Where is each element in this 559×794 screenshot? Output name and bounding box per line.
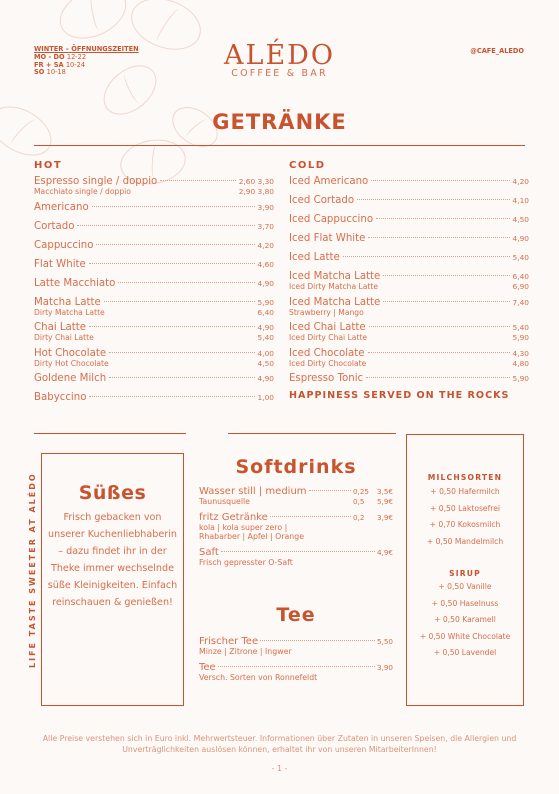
dot-leader <box>77 225 254 226</box>
cold-heading: COLD <box>289 160 326 171</box>
list-item: + 0,70 Kokosmilch <box>429 520 501 529</box>
menu-item <box>289 252 529 264</box>
menu-item <box>34 297 274 318</box>
dot-leader <box>371 180 509 181</box>
menu-item <box>289 195 529 207</box>
logo <box>0 40 559 79</box>
list-item: + 0,50 White Chocolate <box>419 631 511 641</box>
item-name: Iced Americano <box>289 176 369 187</box>
item-price: 4,20 <box>257 240 274 250</box>
dot-leader <box>383 275 509 276</box>
dot-leader <box>109 377 254 378</box>
item-name: Iced Matcha Latte <box>289 271 381 282</box>
item-price: 5,50 <box>376 637 393 646</box>
item-name: Americano <box>34 201 89 213</box>
menu-item <box>289 176 529 188</box>
dot-leader <box>218 666 375 667</box>
item-name: Hot Chocolate <box>34 347 107 359</box>
list-item: + 0,50 Hafermilch <box>430 487 500 496</box>
menu-item <box>289 348 529 369</box>
item-variant: Versch. Sorten von Ronnefeldt <box>199 673 318 682</box>
sweets-description: Frisch gebacken von unserer Kuchenliebhaberin – dazu findet ihr in der Theke immer wechselnde süße Kleinigkeiten. Einfach reinschauen & genießen! <box>47 512 178 608</box>
item-price: 4,9€ <box>376 548 393 557</box>
menu-item <box>34 348 274 369</box>
list-item: + 0,50 Mandelmilch <box>426 536 504 546</box>
item-name: Espresso Tonic <box>289 373 364 385</box>
menu-item <box>34 373 274 385</box>
menu-item <box>34 240 274 252</box>
variant-price: 6,90 <box>512 282 529 291</box>
item-price: 4,60 <box>257 259 274 269</box>
hours-days: FR + SA <box>34 60 64 69</box>
variant-price: 2,90 3,80 <box>238 187 274 196</box>
vertical-slogan: LIFE TASTE SWEETER AT ALÉDO <box>28 472 37 668</box>
page-number: - 1 - <box>271 764 288 773</box>
item-variant: Rhabarber | Apfel | Orange <box>199 532 304 541</box>
item-price: 3,70 <box>257 221 274 231</box>
item-price: 4,10 <box>512 196 529 205</box>
item-price: 7,40 <box>512 297 529 307</box>
menu-item <box>289 271 529 292</box>
item-variant: Dirty Chai Latte <box>34 333 94 343</box>
item-name: Babyccino <box>34 392 87 404</box>
item-price: 3,5€ <box>376 487 393 496</box>
item-price: 4,20 <box>512 177 529 186</box>
item-price: 4,50 <box>512 215 529 224</box>
dot-leader <box>376 218 509 219</box>
menu-item <box>199 486 393 506</box>
item-price: 5,40 <box>512 253 529 262</box>
list-item: + 0,50 Haselnuss <box>431 598 499 608</box>
dot-leader <box>383 301 509 302</box>
menu-item <box>199 512 393 541</box>
item-name: Espresso single / doppio <box>34 176 158 187</box>
menu-item <box>289 373 529 385</box>
milk-list <box>406 484 524 550</box>
item-name: Saft <box>199 547 219 558</box>
dot-leader <box>221 551 375 552</box>
hours-time: 10-24 <box>65 60 86 69</box>
item-variant: Dirty Hot Chocolate <box>34 358 109 368</box>
dot-leader <box>160 180 235 181</box>
list-item: + 0,50 Karamell <box>434 615 496 624</box>
item-name: Tee <box>199 662 216 673</box>
list-item: + 0,50 Lavendel <box>433 648 497 657</box>
item-price: 4,90 <box>512 234 529 243</box>
tea-section <box>199 604 393 688</box>
menu-item <box>34 392 274 404</box>
dot-leader <box>96 244 254 245</box>
divider <box>34 145 525 146</box>
menu-item <box>34 176 274 197</box>
milk-title: MILCHSORTEN <box>427 473 503 482</box>
variant-price: 5,90 <box>512 333 529 343</box>
item-variant: Macchiato single / doppio <box>34 187 131 196</box>
item-size: 0,2 <box>352 513 365 522</box>
item-name: Iced Flat White <box>289 233 366 244</box>
menu-item <box>34 322 274 343</box>
item-variant: Strawberry | Mango <box>289 307 364 317</box>
item-price: 5,90 <box>512 374 529 384</box>
dot-leader <box>89 263 255 264</box>
menu-item <box>34 202 274 214</box>
menu-item <box>34 278 274 290</box>
item-name: Iced Cortado <box>289 195 355 206</box>
item-name: Chai Latte <box>34 322 87 334</box>
item-name: Goldene Milch <box>34 373 107 385</box>
item-variant: Iced Dirty Matcha Latte <box>289 282 379 291</box>
menu-item <box>199 662 393 682</box>
item-price: 2,60 3,30 <box>238 177 274 186</box>
variant-price: 4,50 <box>257 358 274 368</box>
item-variant: kola | kola super zero | <box>199 523 288 532</box>
extras-section <box>406 434 524 706</box>
variant-price: 5,9€ <box>376 497 393 506</box>
item-name: Cortado <box>34 220 75 232</box>
page-title: GETRÄNKE <box>212 110 347 134</box>
item-price: 4,00 <box>257 348 274 358</box>
softdrinks-section <box>199 456 393 573</box>
variant-size: 0,5 <box>352 497 365 506</box>
item-name: Wasser still | medium <box>199 486 307 497</box>
logo-subtitle: COFFEE & BAR <box>231 68 328 79</box>
item-name: Iced Matcha Latte <box>289 296 381 308</box>
item-name: Frischer Tee <box>199 636 259 647</box>
syrup-list <box>406 579 524 662</box>
dot-leader <box>309 490 351 491</box>
hours-days: SO <box>34 68 45 77</box>
item-variant: Iced Dirty Chocolate <box>289 358 367 368</box>
dot-leader <box>109 352 254 353</box>
item-variant: Dirty Matcha Latte <box>34 307 105 317</box>
syrup-title: SIRUP <box>449 569 481 578</box>
menu-item <box>289 322 529 343</box>
item-price: 5,40 <box>512 323 529 333</box>
instagram-handle: @CAFE_ALEDO <box>470 47 524 55</box>
item-name: Iced Cappuccino <box>289 214 374 225</box>
sweets-title: Süßes <box>78 482 147 504</box>
opening-hours-title: WINTER – ÖFFNUNGSZEITEN <box>34 45 139 53</box>
cold-slogan: HAPPINESS SERVED ON THE ROCKS <box>289 390 510 402</box>
dot-leader <box>260 640 375 641</box>
item-name: Latte Macchiato <box>34 277 116 289</box>
menu-item <box>289 297 529 318</box>
dot-leader <box>357 199 509 200</box>
variant-price: 5,40 <box>257 333 274 343</box>
item-name: Iced Latte <box>289 252 340 263</box>
item-price: 4,30 <box>512 348 529 358</box>
item-name: Cappuccino <box>34 239 94 251</box>
dot-leader <box>89 326 254 327</box>
menu-item <box>34 221 274 233</box>
item-price: 5,90 <box>257 297 274 307</box>
dot-leader <box>270 516 351 517</box>
hours-days: MO - DO <box>34 52 65 61</box>
list-item: + 0,50 Laktosefrei <box>429 503 501 513</box>
menu-item <box>34 259 274 271</box>
menu-item <box>199 636 393 656</box>
item-variant: Minze | Zitrone | Ingwer <box>199 647 292 656</box>
dot-leader <box>369 326 510 327</box>
hours-time: 12-22 <box>66 52 87 61</box>
sweets-section <box>41 453 184 706</box>
dot-leader <box>104 301 255 302</box>
item-name: Iced Chai Latte <box>289 322 366 334</box>
divider <box>34 433 186 434</box>
hot-heading: HOT <box>34 160 63 171</box>
dot-leader <box>366 377 509 378</box>
cold-drinks-column <box>289 160 529 401</box>
item-variant: Frisch gepresster O-Saft <box>199 558 293 567</box>
softdrinks-title: Softdrinks <box>235 456 357 478</box>
item-variant: Taunusquelle <box>199 497 250 506</box>
item-variant: Iced Dirty Chai Latte <box>289 333 368 343</box>
item-price: 1,00 <box>257 393 274 403</box>
footer-note: Alle Preise verstehen sich in Euro inkl. Mehrwertsteuer. Informationen über Zutaten in unseren Speisen, die Allergien und Unverträglichkeiten auslösen können, erhaltet ihr von unseren MitarbeiterInnen! <box>42 734 517 754</box>
menu-item <box>289 233 529 245</box>
item-price: 4,90 <box>257 278 274 288</box>
dot-leader <box>368 352 510 353</box>
item-price: 6,40 <box>512 272 529 281</box>
item-size: 0,25 <box>352 487 369 496</box>
variant-price: 6,40 <box>257 307 274 317</box>
hot-drinks-column <box>34 160 274 409</box>
item-name: fritz Getränke <box>199 512 268 523</box>
dot-leader <box>89 396 254 397</box>
list-item: + 0,50 Vanille <box>438 582 492 591</box>
menu-item <box>289 214 529 226</box>
item-price: 3,90 <box>376 663 393 672</box>
item-price: 3,9€ <box>376 513 393 522</box>
item-name: Flat White <box>34 258 86 270</box>
dot-leader <box>343 256 510 257</box>
item-name: Matcha Latte <box>34 296 101 308</box>
dot-leader <box>92 206 255 207</box>
item-name: Iced Chocolate <box>289 347 365 359</box>
divider <box>228 433 396 434</box>
dot-leader <box>368 237 509 238</box>
tea-title: Tee <box>276 604 316 626</box>
menu-item <box>199 547 393 567</box>
variant-price: 4,80 <box>512 358 529 368</box>
logo-name: ALÉDO <box>224 40 335 71</box>
dot-leader <box>118 282 254 283</box>
hours-time: 10-18 <box>46 68 66 77</box>
item-price: 3,90 <box>257 202 274 212</box>
item-price: 4,90 <box>257 374 274 384</box>
item-price: 4,90 <box>257 323 274 333</box>
